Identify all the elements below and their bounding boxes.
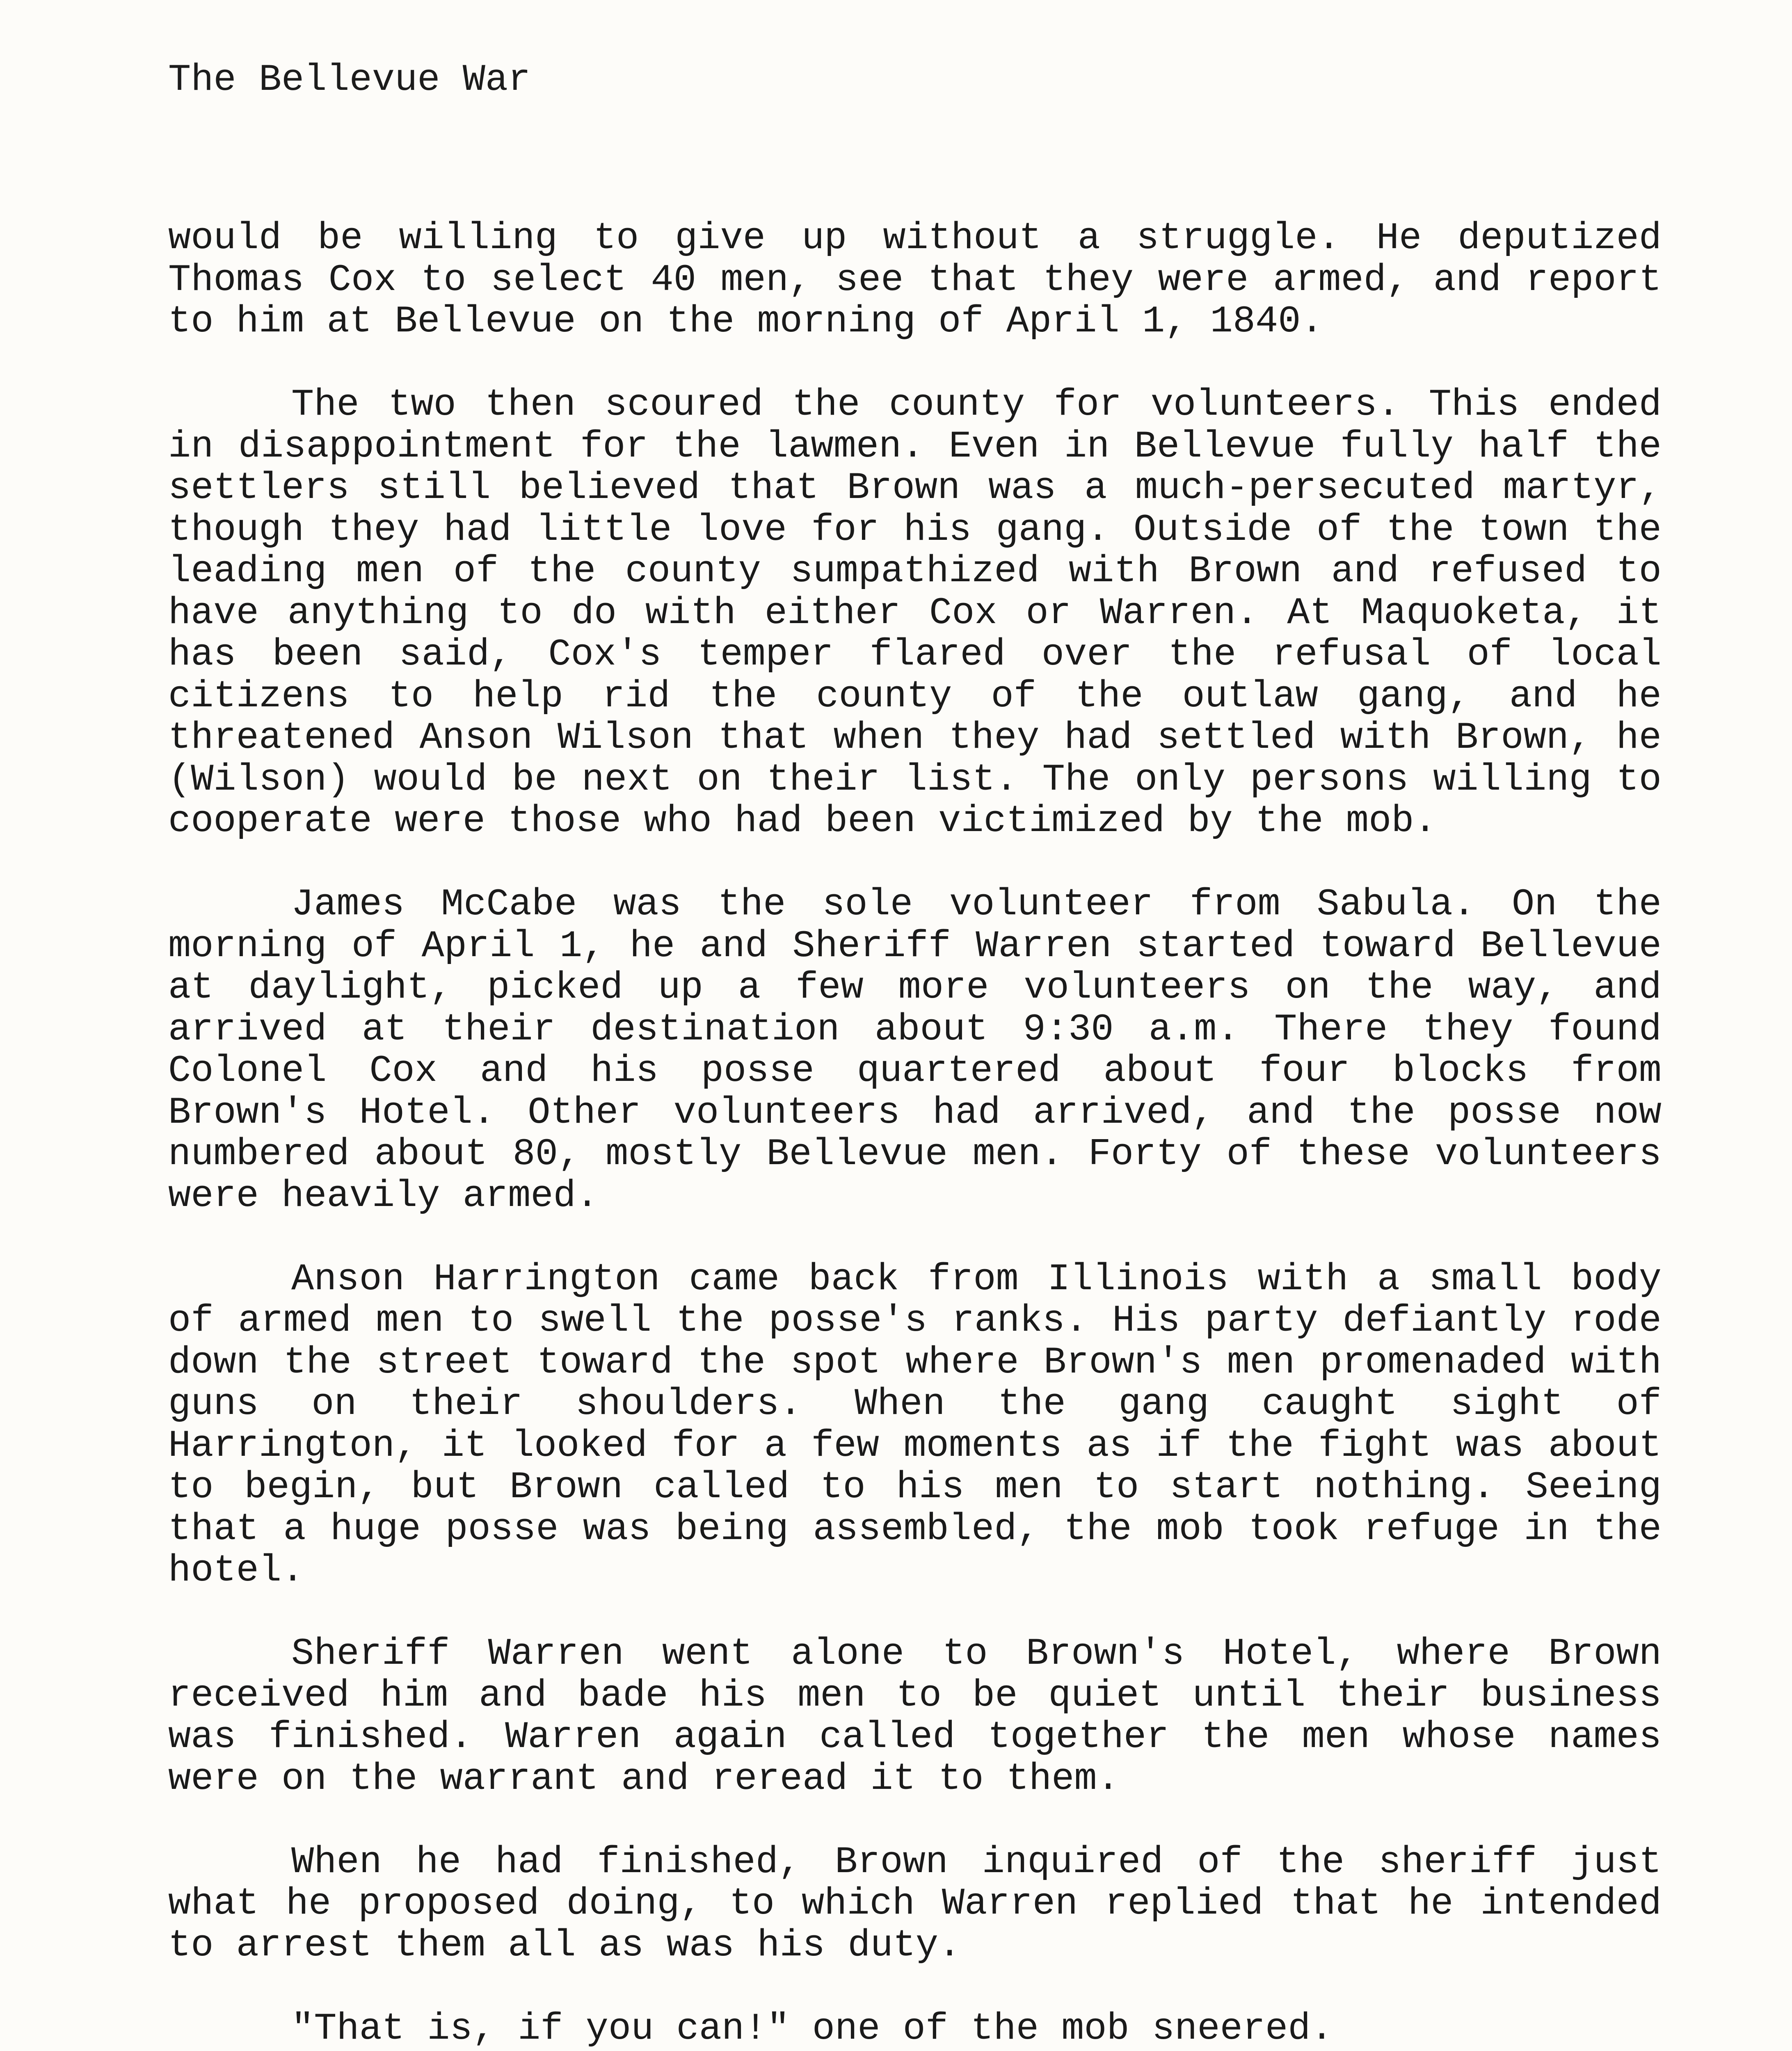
paragraph-4: Anson Harrington came back from Illinois with a small body of armed men to swell the posse's ranks. His party defiantly rode down the street toward the spot where Brown's men promenaded with guns on their shoulders. When the gang caught sight of Harrington, it looked for a few moments as if the fight was about to begin, but Brown called to his men to start nothing. Seeing that a huge posse was being assembled, the mob took refuge in the hotel. bbox=[168, 1257, 1662, 1592]
paragraph-5: Sheriff Warren went alone to Brown's Hotel, where Brown received him and bade his men to be quiet until their business was finished. Warren again called together the men whose names were on the warrant and reread it to them. bbox=[168, 1632, 1662, 1800]
paragraph-6: When he had finished, Brown inquired of the sheriff just what he proposed doing, to which Warren replied that he intended to arrest them all as was his duty. bbox=[168, 1840, 1662, 1967]
paragraph-2: The two then scoured the county for volunteers. This ended in disappointment for the lawmen. Even in Bellevue fully half the settlers still believed that Brown was a much-persecuted martyr, though they had little love for his gang. Outside of the town the leading men of the county sumpathized with Brown and refused to have anything to do with either Cox or Warren. At Maquoketa, it has been said, Cox's temper flared over the refusal of local citizens to help rid the county of the outlaw gang, and he threatened Anson Wilson that when they had settled with Brown, he (Wilson) would be next on their list. The only persons willing to cooperate were those who had been victimized by the mob. bbox=[168, 383, 1662, 843]
paragraph-7-quote: "That is, if you can!" one of the mob sneered. bbox=[291, 2007, 1333, 2050]
paragraph-1: would be willing to give up without a struggle. He deputized Thomas Cox to select 40 men, see that they were armed, and report to him at Bellevue on the morning of April 1, 1840. bbox=[168, 217, 1662, 343]
running-head-title: The Bellevue War bbox=[168, 58, 531, 101]
body-text bbox=[168, 217, 1662, 2051]
paragraph-3: James McCabe was the sole volunteer from Sabula. On the morning of April 1, he and Sheriff Warren started toward Bellevue at daylight, picked up a few more volunteers on the way, and arrived at their destination about 9:30 a.m. There they found Colonel Cox and his posse quartered about four blocks from Brown's Hotel. Other volunteers had arrived, and the posse now numbered about 80, mostly Bellevue men. Forty of these volunteers were heavily armed. bbox=[168, 883, 1662, 1217]
